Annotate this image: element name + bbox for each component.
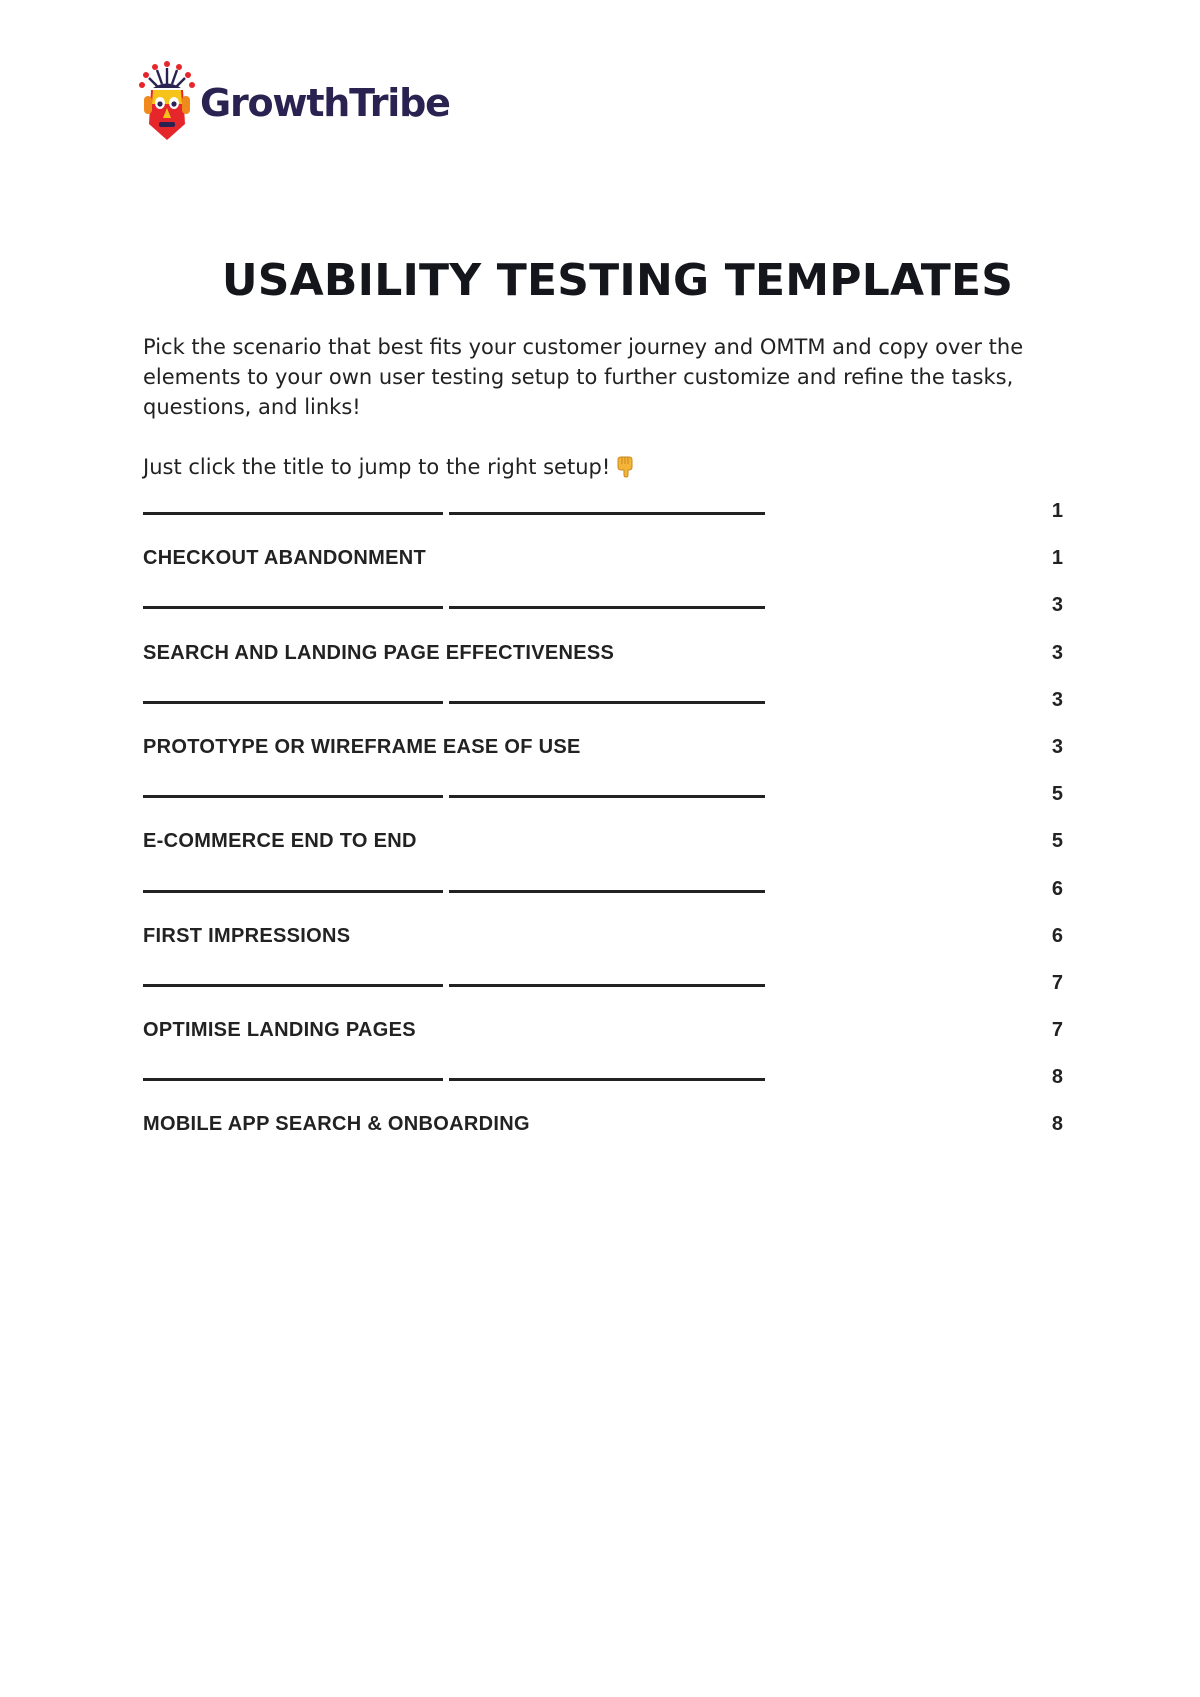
toc-entry-ecommerce-end-to-end[interactable] bbox=[143, 820, 1063, 867]
toc-entry-first-impressions[interactable] bbox=[143, 915, 1063, 962]
growthtribe-logo bbox=[136, 58, 450, 144]
jump-instruction bbox=[143, 452, 638, 482]
brand-name: GrowthTribe bbox=[200, 81, 450, 125]
toc-divider-line bbox=[143, 701, 765, 704]
tribal-mask-icon bbox=[136, 58, 198, 144]
toc-divider-row bbox=[143, 868, 1063, 915]
toc-entry-title[interactable]: MOBILE APP SEARCH & ONBOARDING bbox=[143, 1113, 530, 1136]
toc-page-number: 3 bbox=[1051, 594, 1063, 617]
toc-page-number: 6 bbox=[1051, 924, 1063, 947]
intro-paragraph: Pick the scenario that best fits your customer journey and OMTM and copy over the elements to your own user testing setup to further customize and refine the tasks, questions, and links! bbox=[143, 335, 1024, 419]
toc-entry-title[interactable]: SEARCH AND LANDING PAGE EFFECTIVENESS bbox=[143, 641, 615, 664]
toc-divider-line bbox=[143, 795, 765, 798]
toc-page-number: 5 bbox=[1051, 783, 1063, 806]
toc-page-number: 7 bbox=[1051, 1019, 1063, 1042]
toc-divider-line bbox=[143, 606, 765, 609]
toc-page-number: 8 bbox=[1051, 1113, 1063, 1136]
toc-entry-checkout-abandonment[interactable] bbox=[143, 537, 1063, 584]
toc-page-number: 1 bbox=[1051, 547, 1063, 570]
toc-divider-row bbox=[143, 490, 1063, 537]
toc-page-number: 8 bbox=[1051, 1066, 1063, 1089]
toc-page-number: 3 bbox=[1051, 641, 1063, 664]
pointing-down-hand-icon bbox=[614, 454, 638, 478]
toc-divider-row bbox=[143, 679, 1063, 726]
toc-divider-line bbox=[143, 512, 765, 515]
toc-entry-title[interactable]: E-COMMERCE END TO END bbox=[143, 830, 417, 853]
toc-divider-row bbox=[143, 584, 1063, 631]
toc-divider-row bbox=[143, 1056, 1063, 1103]
toc-divider-row bbox=[143, 962, 1063, 1009]
toc-divider-line bbox=[143, 1078, 765, 1081]
jump-text: Just click the title to jump to the right setup! bbox=[143, 455, 611, 479]
toc-page-number: 5 bbox=[1051, 830, 1063, 853]
toc-entry-search-landing-page[interactable] bbox=[143, 632, 1063, 679]
toc-divider-line bbox=[143, 984, 765, 987]
toc-entry-optimise-landing-pages[interactable] bbox=[143, 1009, 1063, 1056]
toc-entry-title[interactable]: FIRST IMPRESSIONS bbox=[143, 924, 351, 947]
toc-entry-title[interactable]: OPTIMISE LANDING PAGES bbox=[143, 1019, 416, 1042]
toc-entry-prototype-wireframe[interactable] bbox=[143, 726, 1063, 773]
toc-entry-mobile-app-search-onboarding[interactable] bbox=[143, 1103, 1063, 1150]
toc-entry-title[interactable]: PROTOTYPE OR WIREFRAME EASE OF USE bbox=[143, 735, 581, 758]
table-of-contents bbox=[143, 490, 1063, 1151]
toc-page-number: 3 bbox=[1051, 688, 1063, 711]
toc-entry-title[interactable]: CHECKOUT ABANDONMENT bbox=[143, 547, 427, 570]
toc-page-number: 3 bbox=[1051, 735, 1063, 758]
toc-page-number: 6 bbox=[1051, 877, 1063, 900]
toc-divider-row bbox=[143, 773, 1063, 820]
document-title: USABILITY TESTING TEMPLATES bbox=[221, 255, 1014, 306]
toc-divider-line bbox=[143, 890, 765, 893]
toc-page-number: 1 bbox=[1051, 500, 1063, 522]
toc-page-number: 7 bbox=[1051, 971, 1063, 994]
